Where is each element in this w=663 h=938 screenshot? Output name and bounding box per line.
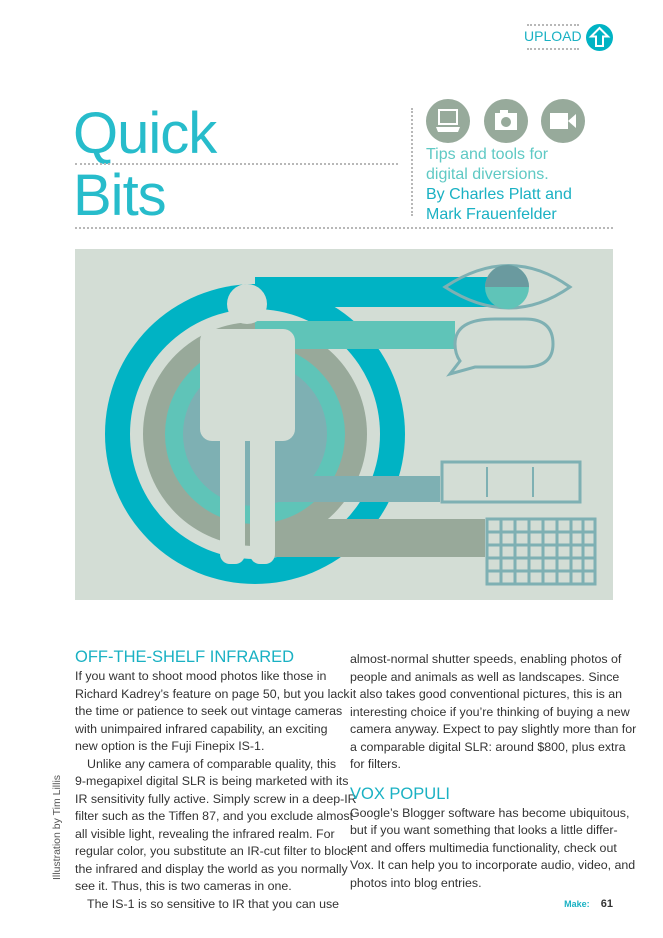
body-text-line: new option is the Fuji Finepix IS-1. (75, 739, 265, 753)
video-camera-icon (541, 99, 585, 143)
body-text-line: ent and offers multimedia functionality, check out (350, 840, 617, 855)
divider (527, 48, 579, 50)
upload-icon (586, 24, 613, 51)
byline: By Charles Platt and (426, 186, 572, 203)
body-text-line: almost-normal shutter speeds, enabling photos of (350, 652, 622, 666)
tagline-block (426, 145, 572, 225)
body-text-line: filter such as the Tiffen 87, and you exclude almost (75, 809, 354, 823)
article-off-the-shelf-infrared (75, 647, 357, 913)
body-text-line: If you want to shoot mood photos like those in (75, 669, 327, 683)
body-text-line: IR sensitivity fully active. Simply screw in a deep-IR (75, 791, 357, 806)
body-text-line: all visible light, revealing the infrared realm. For (75, 826, 335, 841)
body-text-line: people and animals as well as landscapes. Since (350, 669, 620, 684)
tagline: Tips and tools for (426, 146, 549, 163)
byline: Mark Frauenfelder (426, 206, 557, 223)
body-text-line: the time or patience to seek out vintage cameras (75, 704, 343, 718)
page-title-line1: Quick (73, 101, 217, 166)
body-text-line: The IS-1 is so sensitive to IR that you can use (87, 896, 340, 911)
divider (411, 108, 413, 216)
divider (75, 227, 613, 229)
body-text-line: 9-megapixel digital SLR is being marketed with its (75, 774, 349, 788)
article-heading: VOX POPULI (350, 784, 450, 803)
body-text-line: photos into blog entries. (350, 875, 482, 890)
body-text-line: for filters. (350, 757, 401, 771)
brand-label: Make: (564, 899, 590, 909)
right-column (350, 651, 636, 892)
body-text-line: Richard Kadrey’s feature on page 50, but you lack (75, 686, 350, 701)
article-heading: OFF-THE-SHELF INFRARED (75, 648, 295, 666)
body-text-line: Unlike any camera of comparable quality, this (87, 756, 337, 771)
body-text-line: a comparable digital SLR: around $800, plus extra (350, 739, 626, 754)
body-text-line: see it. Thus, this is two cameras in one. (75, 879, 292, 893)
divider (527, 24, 579, 26)
section-label: UPLOAD (524, 28, 582, 44)
laptop-icon (426, 99, 470, 143)
page-title-line2: Bits (73, 163, 166, 228)
body-text-line: Google’s Blogger software has become ubiquitous, (350, 805, 630, 820)
body-text-line: regular color, you substitute an IR-cut filter to block (75, 844, 354, 858)
body-text-line: interesting choice if you’re thinking of buying a new (350, 704, 630, 719)
body-text-line: with unimpaired infrared capability, an exciting (75, 721, 328, 736)
body-text-line: the infrared and display the world as you normally (75, 861, 348, 876)
illustration-credit: Illustration by Tim Lillis (51, 774, 63, 880)
body-text-line: Vox. It can help you to incorporate audio, video, and (350, 858, 636, 872)
body-text-line: but if you want something that looks a little differ- (350, 823, 618, 837)
page-number: 61 (600, 898, 613, 910)
body-text-line: camera anyway. Expect to pay slightly more than for (350, 722, 637, 736)
page-footer (564, 898, 613, 910)
tagline: digital diversions. (426, 166, 549, 183)
body-text-line: it also takes good conventional pictures, this is an (350, 687, 623, 701)
camera-icon (484, 99, 528, 143)
illustration (75, 249, 613, 600)
